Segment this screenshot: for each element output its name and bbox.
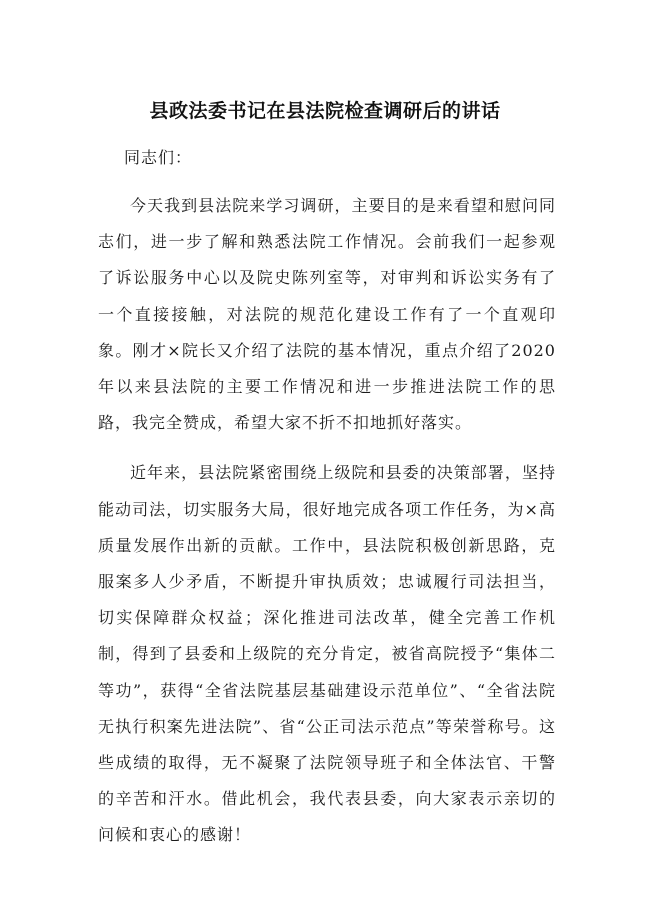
document-title: 县政法委书记在县法院检查调研后的讲话	[149, 100, 501, 122]
salutation: 同志们：	[124, 148, 193, 167]
paragraph-2: 近年来，县法院紧密围绕上级院和县委的决策部署，坚持能动司法，切实服务大局，很好地完成各项工作任务，为×高质量发展作出新的贡献。工作中，县法院积极创新思路，克服案多人少矛盾，不断提升审执质效；忠诚履行司法担当，切实保障群众权益；深化推进司法改革，健全完善工作机制，得到了县委和上级院的充分肯定，被省高院授予“集体二等功”，获得“全省法院基层基础建设示范单位”、“全省法院无执行积案先进法院”、省“公正司法示范点”等荣誉称号。这些成绩的取得，无不凝聚了法院领导班子和全体法官、干警的辛苦和汗水。借此机会，我代表县委，向大家表示亲切的问候和衷心的感谢！	[98, 463, 556, 845]
document-body	[98, 140, 556, 854]
paragraph-1: 今天我到县法院来学习调研，主要目的是来看望和慰问同志们，进一步了解和熟悉法院工作情况。会前我们一起参观了诉讼服务中心以及院史陈列室等，对审判和诉讼实务有了一个直接接触，对法院的规范化建设工作有了一个直观印象。刚才×院长又介绍了法院的基本情况，重点介绍了2020年以来县法院的主要工作情况和进一步推进法院工作的思路，我完全赞成，希望大家不折不扣地抓好落实。	[98, 196, 556, 433]
